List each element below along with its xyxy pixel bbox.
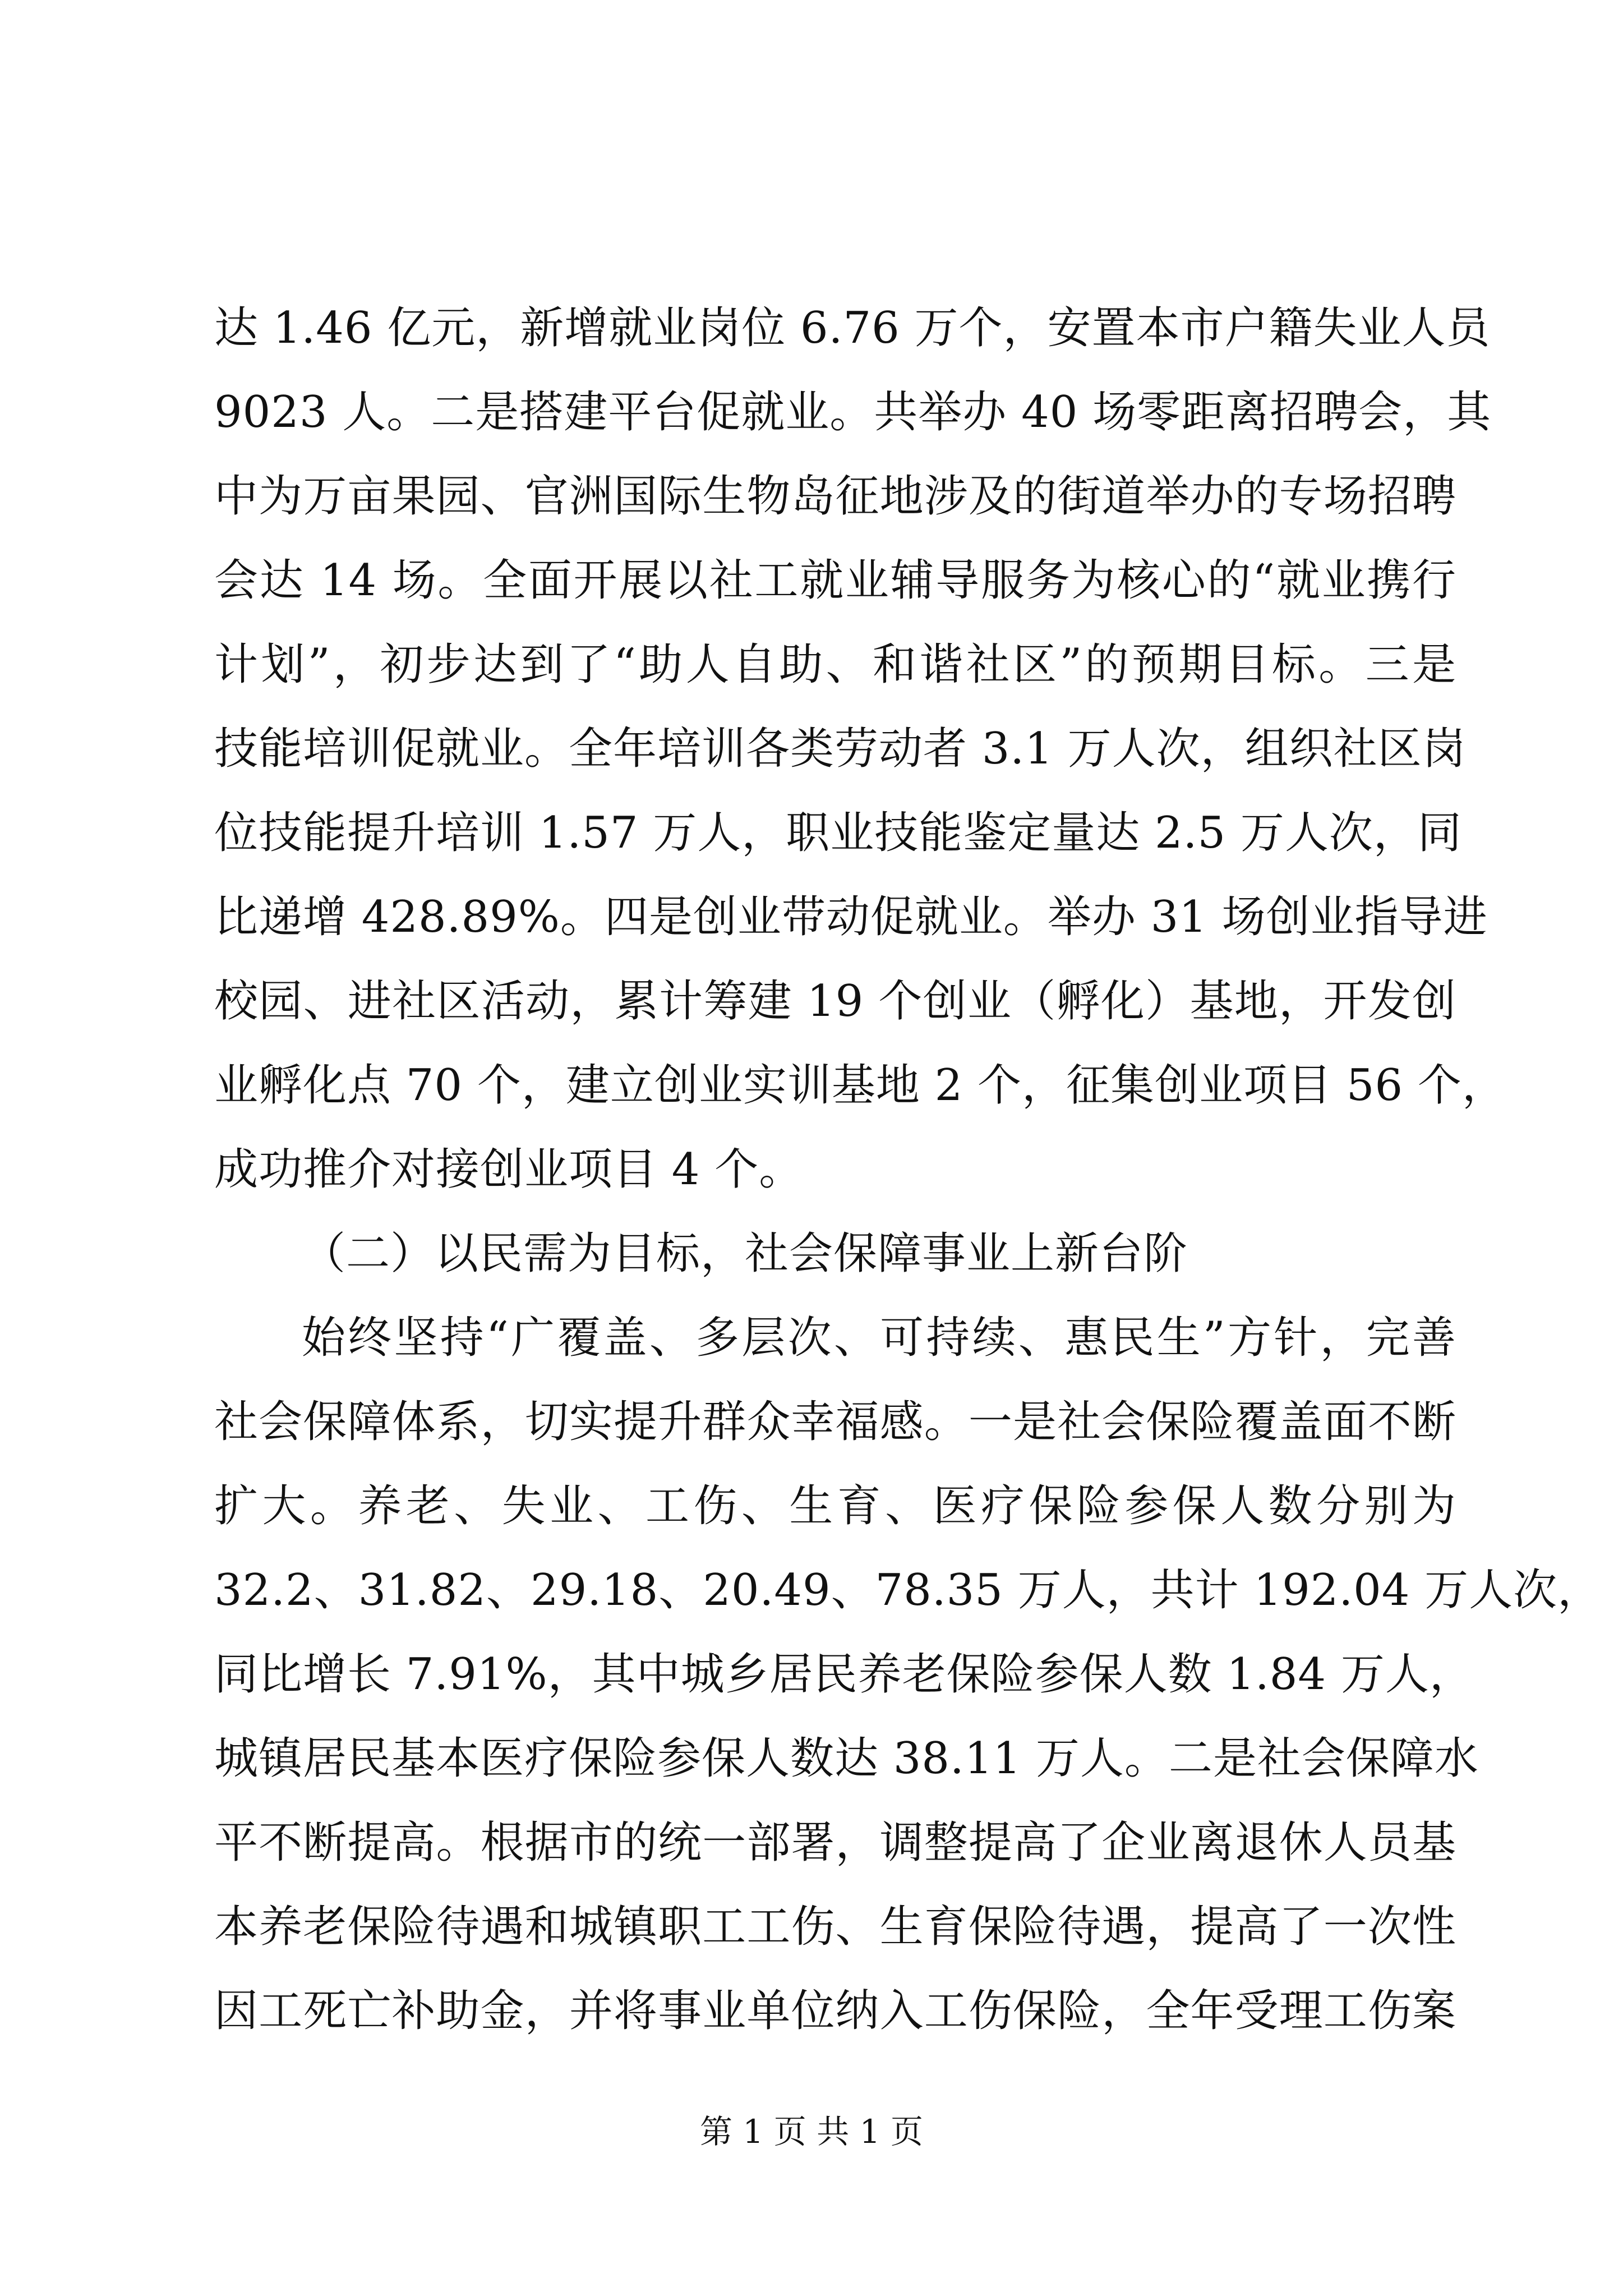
paragraph-1-line: 成功推介对接创业项目 4 个。 <box>214 1144 804 1195</box>
paragraph-2-line: 平不断提高。根据市的统一部署，调整提高了企业离退休人员基 <box>214 1818 1456 1868</box>
page-footer <box>0 2109 1623 2154</box>
section-heading: （二）以民需为目标，社会保障事业上新台阶 <box>302 1228 1188 1279</box>
paragraph-2-line: 社会保障体系，切实提升群众幸福感。一是社会保险覆盖面不断 <box>214 1397 1456 1447</box>
paragraph-1-line: 位技能提升培训 1.57 万人，职业技能鉴定量达 2.5 万人次，同 <box>214 808 1462 858</box>
paragraph-1-line: 中为万亩果园、官洲国际生物岛征地涉及的街道举办的专场招聘 <box>214 471 1456 522</box>
paragraph-2-line: 本养老保险待遇和城镇职工工伤、生育保险待遇，提高了一次性 <box>214 1902 1456 1952</box>
page-indicator: 第 1 页 共 1 页 <box>700 2113 923 2151</box>
paragraph-1-line: 会达 14 场。全面开展以社工就业辅导服务为核心的“就业携行 <box>214 555 1456 606</box>
paragraph-2-line: 扩大。养老、失业、工伤、生育、医疗保险参保人数分别为 <box>214 1481 1456 1531</box>
paragraph-2-line: 始终坚持“广覆盖、多层次、可持续、惠民生”方针，完善 <box>302 1313 1456 1363</box>
paragraph-2-line: 同比增长 7.91%，其中城乡居民养老保险参保人数 1.84 万人， <box>214 1649 1474 1700</box>
paragraph-1-line: 比递增 428.89%。四是创业带动促就业。举办 31 场创业指导进 <box>214 892 1488 942</box>
paragraph-2-line: 因工死亡补助金，并将事业单位纳入工伤保险，全年受理工伤案 <box>214 1986 1456 2036</box>
paragraph-1-line: 达 1.46 亿元，新增就业岗位 6.76 万个，安置本市户籍失业人员 <box>214 303 1491 353</box>
paragraph-1-line: 计划”，初步达到了“助人自助、和谐社区”的预期目标。三是 <box>214 639 1456 690</box>
paragraph-2-line: 32.2、31.82、29.18、20.49、78.35 万人，共计 192.04 万人次， <box>214 1565 1602 1616</box>
paragraph-1-line: 业孵化点 70 个，建立创业实训基地 2 个，征集创业项目 56 个， <box>214 1060 1506 1111</box>
paragraph-2-line: 城镇居民基本医疗保险参保人数达 38.11 万人。二是社会保障水 <box>214 1733 1479 1784</box>
paragraph-1-line: 9023 人。二是搭建平台促就业。共举办 40 场零距离招聘会，其 <box>214 387 1492 438</box>
paragraph-1-line: 技能培训促就业。全年培训各类劳动者 3.1 万人次，组织社区岗 <box>214 724 1467 774</box>
paragraph-1-line: 校园、进社区活动，累计筹建 19 个创业（孵化）基地，开发创 <box>214 976 1456 1027</box>
document-body <box>214 286 1602 2053</box>
